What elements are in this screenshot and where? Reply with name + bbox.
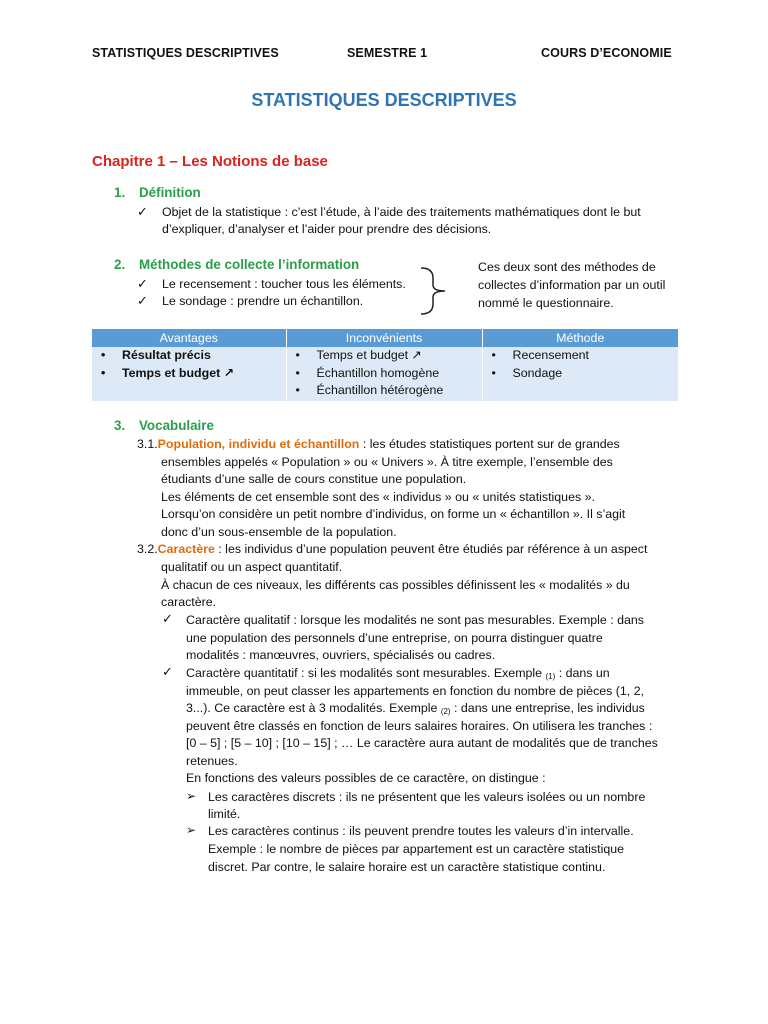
paragraph-line: qualitatif ou un aspect quantitatif.: [161, 560, 343, 574]
table-header-row: [92, 329, 678, 347]
list-item: • Résultat précis: [92, 347, 286, 365]
continus-line: discret. Par contre, le salaire horaire est un caractère statistique continu.: [208, 860, 606, 874]
quantitatif-line: En fonctions des valeurs possibles de ce caractère, on distingue :: [186, 771, 546, 785]
footnote-ref-1: (1): [545, 672, 556, 681]
method-sondage: Le sondage : prendre un échantillon.: [162, 294, 364, 308]
list-item: • Temps et budget ↗: [287, 347, 482, 365]
section-2-heading: [114, 257, 359, 272]
qualitatif-line: modalités : manœuvres, ouvriers, spécialisés ou cadres.: [186, 648, 496, 662]
cell-avantages: [92, 347, 286, 401]
section-3-heading: [114, 418, 214, 433]
subsection-3-2-line-1: [137, 541, 647, 558]
table-row: [92, 347, 678, 401]
text-span: : dans une entreprise, les individus: [450, 701, 645, 715]
quantitatif-line: immeuble, on peut classer les appartements en fonction du nombre de pièces (1, 2,: [186, 684, 645, 698]
text-span: : les études statistiques portent sur de grandes: [359, 437, 620, 451]
check-icon: ✓: [137, 276, 148, 291]
paragraph-line: donc d’un sous-ensemble de la population.: [161, 525, 397, 539]
section-3-title: Vocabulaire: [139, 418, 214, 433]
term-population: Population, individu et échantillon: [157, 437, 360, 451]
column-header-inconvenients: Inconvénients: [286, 329, 482, 347]
subsection-3-1-line-1: [137, 436, 620, 453]
discrets-line: limité.: [208, 807, 241, 821]
text-span: : les individus d’une population peuvent être étudiés par référence à un aspect: [214, 542, 648, 556]
comparison-table: [92, 329, 678, 401]
definition-line-1: Objet de la statistique : c’est l’étude, à l’aide des traitements mathématiques dont le but: [162, 205, 641, 219]
list-item: • Sondage: [483, 365, 679, 383]
method-recensement: Le recensement : toucher tous les éléments.: [162, 277, 406, 291]
header-right: COURS D’ECONOMIE: [541, 46, 672, 60]
quantitatif-line: retenues.: [186, 754, 238, 768]
check-icon: ✓: [137, 204, 148, 219]
qualitatif-line: Caractère qualitatif : lorsque les modalités ne sont pas mesurables. Exemple : dans: [186, 613, 644, 627]
section-1-title: Définition: [139, 185, 201, 200]
term-caractere: Caractère: [157, 542, 215, 556]
section-1-number: 1.: [114, 185, 126, 200]
discrets-line: Les caractères discrets : ils ne présentent que les valeurs isolées ou un nombre: [208, 790, 646, 804]
paragraph-line: Lorsqu’on considère un petit nombre d’individus, on forme un « échantillon ». Il s’agit: [161, 507, 626, 521]
list-item: • Recensement: [483, 347, 679, 365]
paragraph-line: À chacun de ces niveaux, les différents cas possibles définissent les « modalités » du: [161, 578, 630, 592]
curly-brace-icon: [419, 266, 455, 316]
text-span: Caractère quantitatif : si les modalités sont mesurables. Exemple: [186, 666, 546, 680]
check-icon: ✓: [162, 611, 173, 626]
chapter-heading: Chapitre 1 – Les Notions de base: [92, 153, 328, 170]
document-title: STATISTIQUES DESCRIPTIVES: [251, 90, 517, 110]
paragraph-line: ensembles appelés « Population » ou « Univers ». À titre exemple, l’ensemble des: [161, 455, 613, 469]
section-2-number: 2.: [114, 257, 126, 272]
column-header-methode: Méthode: [482, 329, 678, 347]
section-1-heading: [114, 185, 201, 200]
subsection-number: 3.1.: [137, 437, 158, 451]
methods-note: Ces deux sont des méthodes de collectes d’information par un outil nommé le questionnaire.: [478, 260, 666, 310]
arrow-bullet-icon: ➢: [186, 823, 197, 837]
header-center: SEMESTRE 1: [347, 46, 428, 60]
check-icon: ✓: [137, 293, 148, 308]
paragraph-line: étudiants d’une salle de cours constitue une population.: [161, 472, 467, 486]
cell-inconvenients: [286, 347, 482, 401]
subsection-number: 3.2.: [137, 542, 158, 556]
paragraph-line: Les éléments de cet ensemble sont des « individus » ou « unités statistiques ».: [161, 490, 595, 504]
column-header-avantages: Avantages: [92, 329, 286, 347]
section-3-number: 3.: [114, 418, 126, 433]
definition-line-2: d’expliquer, d’analyser et l’aider pour prendre des décisions.: [162, 222, 492, 236]
text-span: 3...). Ce caractère est à 3 modalités. Exemple: [186, 701, 441, 715]
text-span: : dans un: [555, 666, 610, 680]
arrow-bullet-icon: ➢: [186, 789, 197, 803]
list-item: • Échantillon hétérogène: [287, 382, 482, 400]
header-left: STATISTIQUES DESCRIPTIVES: [92, 46, 279, 60]
list-item: • Temps et budget ↗: [92, 365, 286, 383]
continus-line: Exemple : le nombre de pièces par appartement est un caractère statistique: [208, 842, 624, 856]
paragraph-line: caractère.: [161, 595, 217, 609]
qualitatif-line: une population des personnels d’une entreprise, on pourra distinguer quatre: [186, 631, 603, 645]
cell-methode: [482, 347, 678, 401]
footnote-ref-2: (2): [440, 707, 451, 716]
quantitatif-line: peuvent être classés en fonction de leurs salaires horaires. On utilisera les tranches :: [186, 719, 653, 733]
check-icon: ✓: [162, 664, 173, 679]
list-item: • Échantillon homogène: [287, 365, 482, 383]
section-2-title: Méthodes de collecte l’information: [139, 257, 360, 272]
quantitatif-line: [0 – 5] ; [5 – 10] ; [10 – 15] ; … Le caractère aura autant de modalités que de tranches: [186, 736, 658, 750]
continus-line: Les caractères continus : ils peuvent prendre toutes les valeurs d’in intervalle.: [208, 824, 634, 838]
